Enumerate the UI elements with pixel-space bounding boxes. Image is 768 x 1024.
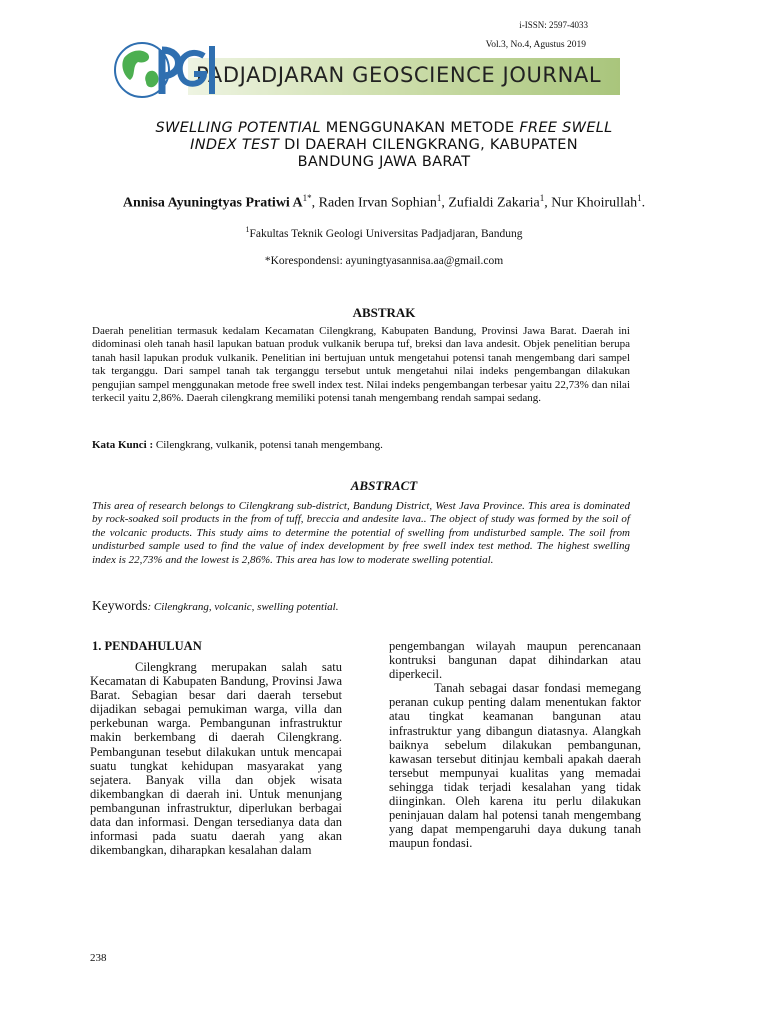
right-paragraph-1: pengembangan wilayah maupun perencanaan kontruksi bangunan dapat dihindarkan atau diperkecil. [389, 639, 641, 682]
volume-text: Vol.3, No.4, Agustus 2019 [485, 40, 586, 50]
title-l2-italic: INDEX TEST [190, 137, 280, 153]
kata-kunci [92, 439, 383, 451]
right-paragraph-2: Tanah sebagai dasar fondasi memegang peranan cukup penting dalam menentukan faktor atau tingkat keamanan bangunan atau infrastruktur yang dibangun diatasnya. Alangkah baiknya sebelum dilakukan pembangunan, kawasan tersebut ditinjau kembali apakah daerah tersebut mempunyai kualitas yang memadai sehingga tidak terjadi kesalahan yang tidak diinginkan. Oleh karena itu perlu dilakukan peninjauan dalam hal potensi tanah mengembang yang dapat mempengaruhi daya dukung tanah maupun fondasi. [389, 681, 641, 851]
author-4-sup: 1 [637, 193, 642, 203]
affiliation [80, 225, 688, 240]
left-paragraph-1: Cilengkrang merupakan salah satu Kecamatan di Kabupaten Bandung, Provinsi Jawa Barat. Sebagian besar dari daerah tersebut dijadikan sebagai pemukiman warga, villa dan perkebunan warga. Pembangunan infrastruktur makin berkembang di daerah Cilengkrang. Pembangunan tesebut dilakukan untuk mencapai suatu tungkat kehidupan masyarakat yang sejatera. Banyak villa dan objek wisata dikembangkan di daerah ini. Untuk menunjang pembangunan infrastruktur, diperlukan berbagai data dan informasi. Dengan tersedianya data dan informasi pada suatu daerah yang akan dikembangkan, diharapkan kesalahan dalam [90, 660, 342, 858]
author-list [100, 190, 668, 212]
affiliation-sup: 1 [245, 225, 250, 234]
page-number: 238 [90, 952, 107, 964]
intro-heading: 1. PENDAHULUAN [92, 639, 202, 653]
keywords [92, 598, 338, 614]
abstract-body: This area of research belongs to Cilengkrang sub-district, Bandung District, West Java Province. This area is dominated by rock-soaked soil products in the from of tuff, breccia and andesite lava.. The object of study was formed by the soil of the volcanic products. This study aims to determine the potential of swelling from undisturbed sample. The soil from undisturbed sample used to find the value of index development by free swell index test method. The highest swelling index is 22,73% and the lowest is 2,86%. This area has low to moderate swelling potential. [92, 500, 630, 566]
author-1: Annisa Ayuningtyas Pratiwi A [122, 195, 303, 211]
author-end: . [641, 195, 646, 211]
author-2-sup: 1 [436, 193, 442, 203]
paper-title [70, 120, 698, 171]
abstract-heading: ABSTRACT [350, 478, 418, 493]
correspondence: *Korespondensi: ayuningtyasannisa.aa@gmail.com [264, 255, 504, 267]
title-l1-italic2: FREE SWELL [519, 120, 613, 136]
author-1-sup: 1* [302, 193, 312, 203]
author-4: , Nur Khoirullah [544, 195, 638, 211]
abstrak-heading: ABSTRAK [352, 305, 416, 320]
abstrak-body: Daerah penelitian termasuk kedalam Kecamatan Cilengkrang, Kabupaten Bandung, Provinsi Jawa Barat. Daerah ini didominasi oleh tanah hasil lapukan batuan produk vulkanik berupa tuf, breksi dan lava andesit. Objek penelitian berupa tanah hasil lapukan produk vulkanik. Penelitian ini bertujuan untuk mengetahui potensi tanah mengembang dari sampel tak terganggu. Dari sampel tanah tak terganggu tersebut untuk mengetahui nilai indeks pengembangan dilakukan pengujian sampel menggunakan metode free swell index test. Nilai indeks pengembangan terbesar yaitu 22,73% dan nilai terkecil yaitu 2,86%. Daerah cilengkrang memiliki potensi tanah mengembang rendah sampai sedang. [92, 325, 630, 405]
title-l1-italic: SWELLING POTENTIAL [155, 120, 321, 136]
affiliation-text: Fakultas Teknik Geologi Universitas Padjadjaran, Bandung [249, 227, 523, 240]
author-2: , Raden Irvan Sophian [311, 195, 437, 211]
issn-text: i-ISSN: 2597-4033 [519, 20, 588, 30]
author-3: , Zufialdi Zakaria [441, 195, 540, 211]
kata-kunci-text: Cilengkrang, vulkanik, potensi tanah mengembang. [153, 439, 383, 451]
journal-name: PADJADJARAN GEOSCIENCE JOURNAL [196, 63, 602, 87]
keywords-text: : Cilengkrang, volcanic, swelling potential. [147, 601, 339, 613]
title-l2-rest: DI DAERAH CILENGKRANG, KABUPATEN [279, 137, 578, 153]
kata-kunci-label: Kata Kunci : [92, 439, 154, 451]
left-column [90, 660, 342, 857]
title-l1-rest: MENGGUNAKAN METODE [320, 120, 520, 136]
title-l3: BANDUNG JAWA BARAT [297, 154, 471, 170]
keywords-label: Keywords [92, 598, 148, 613]
journal-logo-icon [108, 36, 218, 104]
author-3-sup: 1 [539, 193, 545, 203]
right-column [389, 639, 641, 850]
